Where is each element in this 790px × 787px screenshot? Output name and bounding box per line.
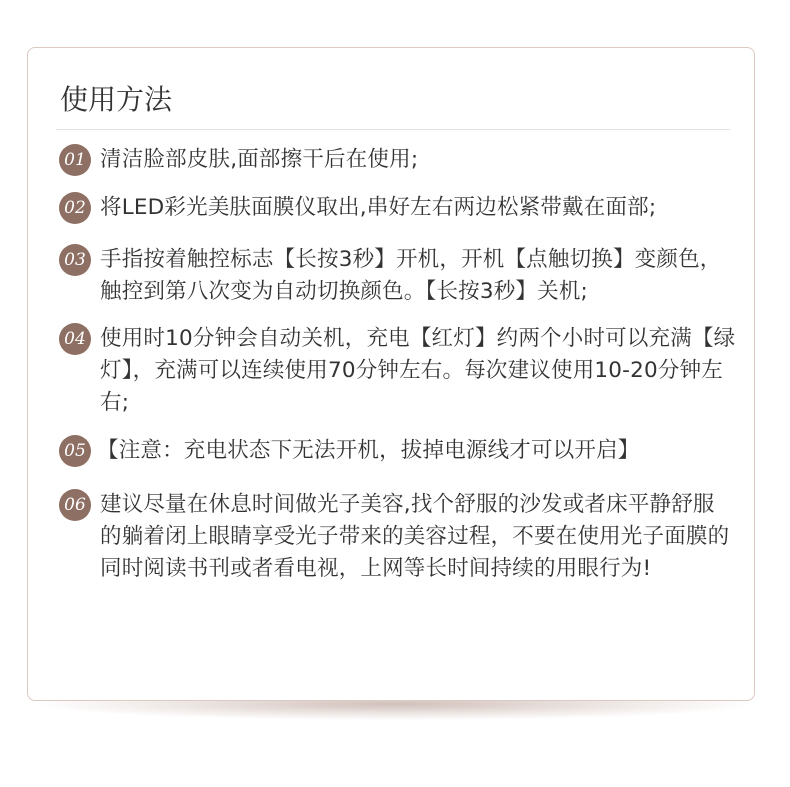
step-number-badge: 04 (59, 323, 91, 355)
step-number-badge: 05 (59, 435, 91, 467)
step-text: 使用时10分钟会自动关机，充电【红灯】约两个小时可以充满【绿灯】，充满可以连续使用70分钟左右。每次建议使用10-20分钟左右; (100, 326, 736, 415)
step-text: 【注意：充电状态下无法开机，拔掉电源线才可以开启】 (97, 438, 640, 463)
title-divider (56, 129, 730, 130)
step-number-badge: 06 (59, 489, 91, 521)
step-text: 清洁脸部皮肤,面部擦干后在使用; (100, 147, 419, 172)
step-text: 手指按着触控标志【长按3秒】开机，开机【点触切换】变颜色，触控到第八次变为自动切换颜色。【长按3秒】关机; (100, 247, 722, 304)
step-number-badge: 01 (59, 144, 91, 176)
step-number-badge: 03 (59, 244, 91, 276)
step-text: 将LED彩光美肤面膜仪取出,串好左右两边松紧带戴在面部; (100, 195, 657, 220)
step-number-badge: 02 (59, 192, 91, 224)
usage-instructions-card (27, 47, 755, 701)
page-title: 使用方法 (60, 83, 173, 116)
step-text: 建议尽量在休息时间做光子美容,找个舒服的沙发或者床平静舒服的躺着闭上眼睛享受光子带来的美容过程，不要在使用光子面膜的同时阅读书刊或者看电视，上网等长时间持续的用眼行为! (100, 492, 730, 581)
